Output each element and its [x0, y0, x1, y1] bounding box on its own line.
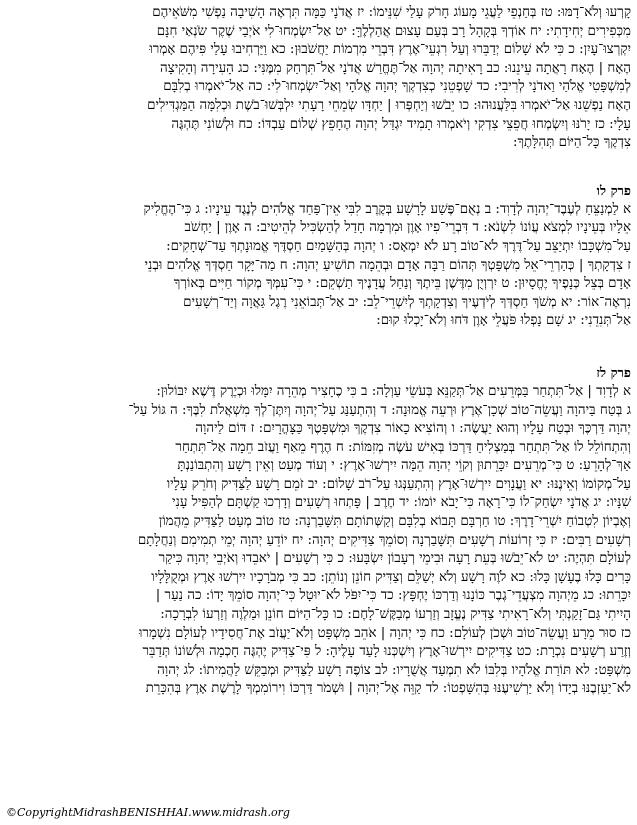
chapter-36-text — [6, 201, 631, 331]
text-line: וְזֶרַע רְשָׁעִים נִכְרָת: כט צַדִּיקִים יִירְשׁוּ־אָרֶץ וְיִשְׁכְּנוּ לָעַד עָלֶיהָ: ל פִּי־צַדִּיק יֶהְגֶּה חָכְמָה וּלְשׁוֹנוֹ תְּדַבֵּר — [142, 644, 631, 660]
psalm-35-ending — [6, 4, 631, 153]
text-line: הֶאָח | הֶאָח רָאֲתָה עֵינֵנוּ: כב רָאִיתָה יְהוָה אַל־תֶּחֱרַשׁ אֲדֹנָי אַל־תִּרְחַק מִמֶּנִּי: כג הָעִירָה וְהָקִיצָה — [160, 60, 631, 76]
text-line: רְשָׁעִים רַבִּים: יז כִּי זְרוֹעוֹת רְשָׁעִים תִּשָּׁבַרְנָה וְסוֹמֵךְ צַדִּיקִים יְהוָה: יח יוֹדֵעַ יְהוָה יְמֵי תְמִימִם וְנַחֲלָתָם — [137, 532, 631, 548]
chapter-37-text — [6, 383, 631, 699]
text-line: יִכָּרֵתוּ: כג מֵיְהוָה מִצְעֲדֵי־גֶבֶר כּוֹנָנוּ וְדַרְכּוֹ יֶחְפָּץ: כד כִּי־יִפֹּל לֹא־יוּטָל כִּי־יְהוָה סוֹמֵךְ יָדוֹ: כה נַעַר | — [155, 588, 631, 604]
text-line: הֶאָח נַפְשֵׁנוּ אַל־יֹאמְרוּ בִּלַּעֲנוּהוּ: כו יֵבֹשׁוּ וְיַחְפְּרוּ | יַחְדָּו שְׂמֵחֵי רָעָתִי יִלְבְּשׁוּ־בֹשֶׁת וּכְלִמָּה הַמַּגְדִּילִים — [147, 97, 631, 113]
text-line: יְהוָה דַּרְכֶּךָ וּבְטַח עָלָיו וְהוּא יַעֲשֶׂה: ו וְהוֹצִיא כָאוֹר צִדְקֶךָ וּמִשְׁפָּטֶךָ כַּצָּהֳרָיִם: ז דּוֹם לַיהוָה — [195, 421, 631, 437]
text-line: צִדְקֶךָ כָּל־הַיּוֹם תְּהִלָּתֶךָ: — [512, 135, 631, 151]
text-line: יִקְרְצוּ־עָיִן: כ כִּי לֹא שָׁלוֹם יְדַבֵּרוּ וְעַל רִגְעֵי־אֶרֶץ דִּבְרֵי מִרְמוֹת יַחֲשֹׁבוּן: כא וַיַּרְחִיבוּ עָלַי פִּיהֶם אָמְרוּ — [149, 42, 631, 58]
text-line: וְהִתְחוֹלֵל לוֹ אַל־תִּתְחַר בְּמַצְלִיחַ דַּרְכּוֹ בְּאִישׁ עֹשֶׂה מְזִמּוֹת: ח הֶרֶף מֵאַף וַעֲזֹב חֵמָה אַל־תִּתְחַר — [175, 439, 631, 455]
text-line: אֵלָיו בְּעֵינָיו לִמְצֹא עֲוֹנוֹ לִשְׂנֹא: ד דִּבְרֵי־פִיו אָוֶן וּמִרְמָה חָדַל לְהַשְׂכִּיל לְהֵיטִיב: ה אָוֶן | יַחְשֹׁב — [184, 220, 631, 236]
text-line: וְאֶבְיוֹן לִטְבוֹחַ יִשְׁרֵי־דָרֶךְ: טו חַרְבָּם תָּבוֹא בְלִבָּם וְקַשְּׁתוֹתָם תִּשָּׁבַרְנָה: טז טוֹב מְעַט לַצַּדִּיק מֵהֲמוֹן — [158, 514, 631, 530]
text-line: נִרְאֶה־אוֹר: יא מְשֹׁךְ חַסְדְּךָ לְיֹדְעֶיךָ וְצִדְקָתְךָ לְיִשְׁרֵי־לֵב: יב אַל־תְּבוֹאֵנִי רֶגֶל גַּאֲוָה וְיַד־רְשָׁעִים — [183, 294, 631, 310]
text-line: עַל־מְקוֹמוֹ וְאֵינֶנּוּ: יא וַעֲנָוִים יִירְשׁוּ־אָרֶץ וְהִתְעַנְּגוּ עַל־רֹב שָׁלוֹם: יב זֹמֵם רָשָׁע לַצַּדִּיק וְחֹרֵק עָלָיו — [166, 476, 631, 492]
copyright-footer: ©CopyrightMidrashBENISHHAI.www.midrash.org — [6, 806, 290, 819]
text-line: אַךְ־לְהָרֵעַ: ט כִּי־מְרֵעִים יִכָּרֵתוּן וְקוֵֹי יְהוָה הֵמָּה יִירְשׁוּ־אָרֶץ: י וְעוֹד מְעַט וְאֵין רָשָׁע וְהִתְבּוֹנַנְתָּ — [177, 458, 631, 474]
text-line: מִכְּפִירִים יְחִידָתִי: יח אוֹדְךָ בְּקָהָל רָב בְּעַם עָצוּם אֲהַלְלֶךָּ: יט אַל־יִשְׂמְחוּ־לִי אֹיְבַי שֶׁקֶר שֹׂנְאַי חִנָּם — [156, 23, 631, 39]
text-line: לְמִשְׁפָּטִי אֱלֹהַי וַאדֹנָי לְרִיבִי: כד שָׁפְטֵנִי כְצִדְקְךָ יְהוָה אֱלֹהָי וְאַל־יִשְׂמְחוּ־לִי: כה אַל־יֹאמְרוּ בְלִבָּם — [163, 79, 631, 95]
text-line: ז צִדְקָתְךָ | כְּהַרְרֵי־אֵל מִשְׁפָּטְךָ תְּהוֹם רַבָּה אָדָם וּבְהֵמָה תוֹשִׁיעַ יְהוָה: ח מַה־יָּקָר חַסְדְּךָ אֱלֹהִים וּבְנֵי — [144, 257, 631, 273]
chapter-37-heading: פרק לז — [596, 365, 631, 381]
text-line: לֹא־יַעַזְבֶנּוּ בְיָדוֹ וְלֹא יַרְשִׁיעֶנּוּ בְּהִשָּׁפְטוֹ: לד קַוֵּה אֶל־יְהוָה | וּשְׁמֹר דַּרְכּוֹ וִירוֹמִמְךָ לָרֶשֶׁת אָרֶץ בְּהִכָּרֵת — [145, 681, 631, 697]
text-line: לְעוֹלָם תִּהְיֶה: יט לֹא־יֵבֹשׁוּ בְּעֵת רָעָה וּבִימֵי רְעָבוֹן יִשְׂבָּעוּ: כ כִּי רְשָׁעִים | יֹאבֵדוּ וְאֹיְבֵי יְהוָה כִּיקַר — [158, 551, 631, 567]
text-line: קָרְעוּ וְלֹא־דָמּוּ: טז בְּחַנְפֵי לַעֲגֵי מָעוֹג חָרֹק עָלַי שִׁנֵּימוֹ: יז אֲדֹנָי כַּמָּה תִּרְאֶה הָשִׁיבָה נַפְשִׁי מִשֹּׁאֵיהֶם — [152, 5, 631, 20]
chapter-36-heading: פרק לו — [596, 183, 631, 199]
text-line: א לְדָוִד | אַל־תִּתְחַר בַּמְּרֵעִים אַל־תְּקַנֵּא בְּעֹשֵׂי עַוְלָה: ב כִּי כֶחָצִיר מְהֵרָה יִמָּלוּ וּכְיֶרֶק דֶּשֶׁא יִבּוֹלוּן: — [156, 383, 631, 399]
text-line: אַל־תְּנִדֵנִי: יג שָׁם נָפְלוּ פֹּעֲלֵי אָוֶן דֹּחוּ וְלֹא־יָכְלוּ קוּם: — [376, 313, 631, 329]
text-line: שִׁנָּיו: יג אֲדֹנָי יִשְׂחַק־לוֹ כִּי־רָאָה כִּי־יָבֹא יוֹמוֹ: יד חֶרֶב | פָּתְחוּ רְשָׁעִים וְדָרְכוּ קַשְׁתָּם לְהַפִּיל עָנִי — [171, 495, 631, 511]
text-line: כָּרִים כָּלוּ בֶעָשָׁן כָּלוּ: כא לֹוֶה רָשָׁע וְלֹא יְשַׁלֵּם וְצַדִּיק חוֹנֵן וְנוֹתֵן: כב כִּי מְבֹרָכָיו יִירְשׁוּ אָרֶץ וּמְקֻלָּלָיו — [151, 569, 631, 585]
text-line: ג בְּטַח בַּיהוָה וַעֲשֵׂה־טוֹב שְׁכָן־אֶרֶץ וּרְעֵה אֱמוּנָה: ד וְהִתְעַנַּג עַל־יְהוָה וְיִתֶּן־לְךָ מִשְׁאֲלֹת לִבֶּךָ: ה גּוֹל עַל־ — [128, 402, 631, 418]
text-line: מִשְׁפָּט: לא תּוֹרַת אֱלֹהָיו בְּלִבּוֹ לֹא תִמְעַד אֲשֻׁרָיו: לב צוֹפֶה רָשָׁע לַצַּדִּיק וּמְבַקֵּשׁ לַהֲמִיתוֹ: לג יְהוָה — [157, 662, 631, 678]
text-line: א לַמְנַצֵּחַ לְעֶבֶד־יְהוָה לְדָוִד: ב נְאֻם־פֶּשַׁע לָרָשָׁע בְּקֶרֶב לִבִּי אֵין־פַּחַד אֱלֹהִים לְנֶגֶד עֵינָיו: ג כִּי־הֶחֱלִיק — [143, 201, 631, 217]
text-line: עָלָי: כז יָרֹנּוּ וְיִשְׂמְחוּ חֲפֵצֵי צִדְקִי וְיֹאמְרוּ תָמִיד יִגְדַּל יְהוָה הֶחָפֵץ שְׁלוֹם עַבְדּוֹ: כח וּלְשׁוֹנִי תֶּהְגֶּה — [171, 116, 631, 132]
text-line: כז סוּר מֵרָע וַעֲשֵׂה־טוֹב וּשְׁכֹן לְעוֹלָם: כח כִּי יְהוָה | אֹהֵב מִשְׁפָּט וְלֹא־יַעֲזֹב אֶת־חֲסִידָיו לְעוֹלָם נִשְׁמָרוּ — [138, 625, 631, 641]
text-line: אָדָם בְּצֵל כְּנָפֶיךָ יֶחֱסָיוּן: ט יִרְוְיֻן מִדֶּשֶׁן בֵּיתֶךָ וְנַחַל עֲדָנֶיךָ תַשְׁקֵם: י כִּי־עִמְּךָ מְקוֹר חַיִּים בְּאוֹרְךָ — [173, 276, 631, 292]
text-line: עַל־מִשְׁכָּבוֹ יִתְיַצֵּב עַל־דֶּרֶךְ לֹא־טוֹב רָע לֹא יִמְאָס: ו יְהוָה בְּהַשָּׁמַיִם חַסְדֶּךָ אֱמוּנָתְךָ עַד־שְׁחָקִים: — [166, 238, 631, 254]
text-line: הָיִיתִי גַּם־זָקַנְתִּי וְלֹא־רָאִיתִי צַדִּיק נֶעֱזָב וְזַרְעוֹ מְבַקֶּשׁ־לָחֶם: כו כָּל־הַיּוֹם חוֹנֵן וּמַלְוֶה וְזַרְעוֹ לִבְרָכָה: — [160, 607, 631, 623]
